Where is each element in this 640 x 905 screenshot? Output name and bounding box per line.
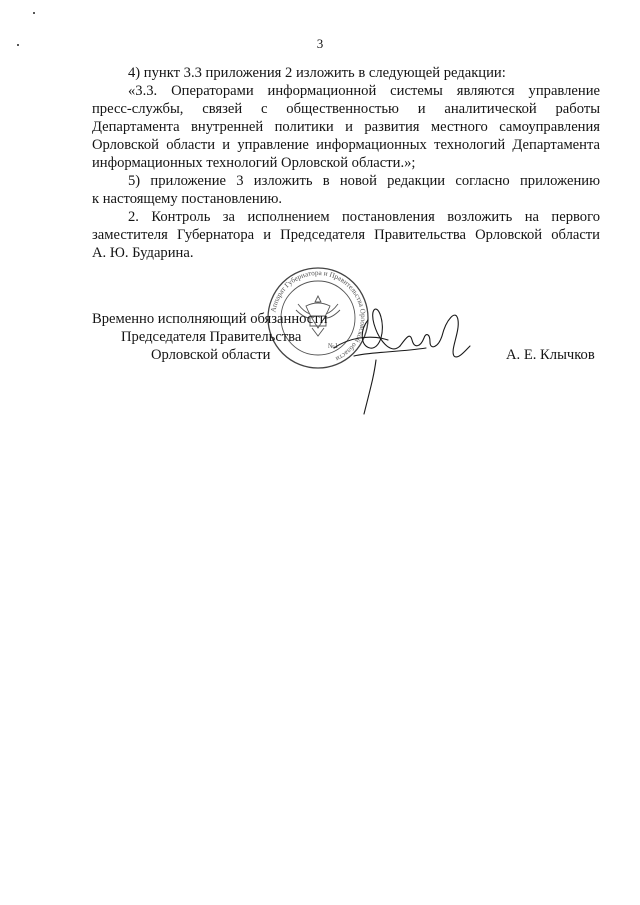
text-line: заместителя Губернатора и Председателя Правительства Орловской области xyxy=(92,227,600,243)
signer-title-line1: Временно исполняющий обязанности xyxy=(92,311,328,327)
seal-text: Аппарат Губернатора и Правительства Орловской области xyxy=(269,268,368,363)
handwritten-signature xyxy=(330,290,480,420)
text-line: Департамента внутренней политики и развития местного самоуправления xyxy=(92,119,600,135)
text-line: 4) пункт 3.3 приложения 2 изложить в следующей редакции: xyxy=(128,65,506,81)
text-line: пресс-службы, связей с общественностью и аналитической работы xyxy=(92,101,600,117)
text-line: информационных технологий Орловской области.»; xyxy=(92,155,416,171)
page-number: 3 xyxy=(316,36,324,51)
document-body xyxy=(92,64,600,262)
text-line: «3.3. Операторами информационной системы являются управление xyxy=(128,83,600,99)
signer-title-line3: Орловской области xyxy=(151,347,271,363)
paragraph-item-4 xyxy=(92,64,600,82)
signatory-name: А. Е. Клычков xyxy=(506,347,595,363)
paragraph-quoted-3-3 xyxy=(92,82,600,172)
text-line: А. Ю. Бударина. xyxy=(92,245,194,261)
text-line: Орловской области и управление информационных технологий Департамента xyxy=(92,137,600,153)
signer-title-line2: Председателя Правительства xyxy=(121,329,302,345)
seal-number: №1 xyxy=(328,342,339,350)
scan-speck xyxy=(17,44,19,46)
paragraph-item-5 xyxy=(92,172,600,208)
text-line: к настоящему постановлению. xyxy=(92,191,283,207)
paragraph-control xyxy=(92,208,600,262)
scan-speck xyxy=(33,12,35,14)
text-line: 5) приложение 3 изложить в новой редакции согласно приложению xyxy=(128,173,600,189)
text-line: 2. Контроль за исполнением постановления возложить на первого xyxy=(128,209,600,225)
